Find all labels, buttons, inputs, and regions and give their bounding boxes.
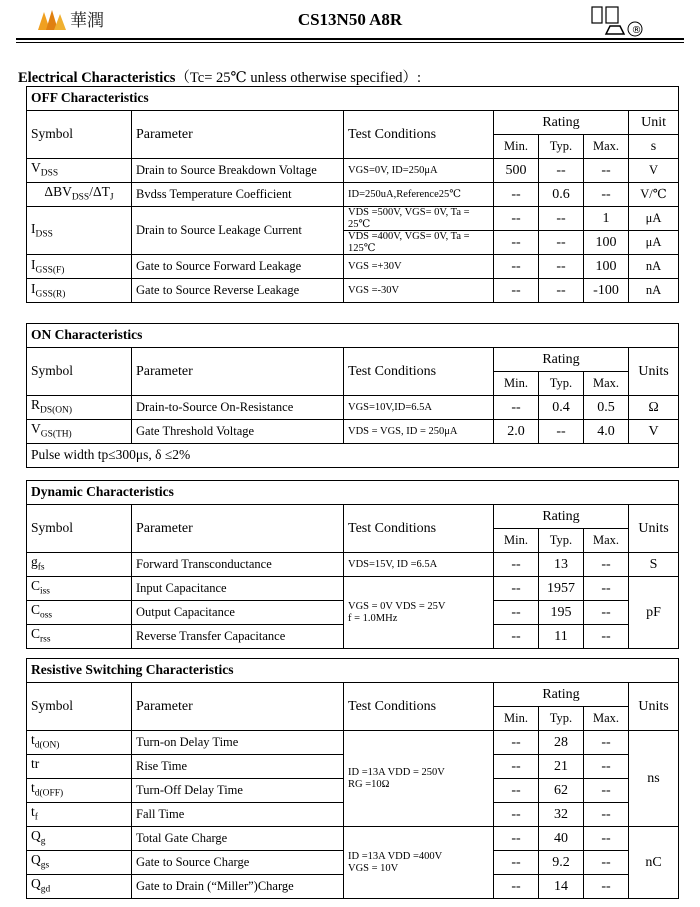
min-cell: -- xyxy=(494,231,539,255)
parameter-cell: Bvdss Temperature Coefficient xyxy=(132,183,344,207)
parameter-cell: Turn-Off Delay Time xyxy=(132,779,344,803)
switching-characteristics-table xyxy=(26,658,679,899)
table-row xyxy=(27,255,679,279)
registered-mark: ® xyxy=(631,25,642,36)
table-caption: Dynamic Characteristics xyxy=(27,481,679,505)
max-cell: -- xyxy=(584,755,629,779)
header-min: Min. xyxy=(494,135,539,159)
symbol-cell: $g_{fs}$ xyxy=(27,553,132,577)
test-condition-cell: VDS = VGS, ID = 250μA xyxy=(344,420,494,444)
header-symbol: Symbol xyxy=(27,348,132,396)
typ-cell: 62 xyxy=(539,779,584,803)
typ-cell: 21 xyxy=(539,755,584,779)
symbol-cell: $C_{iss}$ xyxy=(27,577,132,601)
symbol-cell: $\Delta BV_{DSS}/\Delta T_J$ xyxy=(27,183,132,207)
max-cell: 100 xyxy=(584,255,629,279)
typ-cell: 14 xyxy=(539,875,584,899)
symbol-cell: tr xyxy=(27,755,132,779)
off-characteristics-table xyxy=(26,86,679,303)
section-title: Electrical Characteristics（Tc= 25℃ unless otherwise specified）: xyxy=(18,70,422,86)
typ-cell: 0.4 xyxy=(539,396,584,420)
header-unit-suffix: s xyxy=(629,135,679,159)
symbol-cell: $V_{DSS}$ xyxy=(27,159,132,183)
charge-unit-cell: nC xyxy=(629,827,679,899)
parameter-cell: Drain to Source Breakdown Voltage xyxy=(132,159,344,183)
table-caption: Resistive Switching Characteristics xyxy=(27,659,679,683)
time-unit-cell: ns xyxy=(629,731,679,827)
header-min: Min. xyxy=(494,707,539,731)
typ-cell: -- xyxy=(539,279,584,303)
header-parameter: Parameter xyxy=(132,683,344,731)
test-condition-cell: VDS=15V, ID =6.5A xyxy=(344,553,494,577)
table-row xyxy=(27,183,679,207)
max-cell: -- xyxy=(584,577,629,601)
parameter-cell: Gate to Source Reverse Leakage xyxy=(132,279,344,303)
max-cell: 0.5 xyxy=(584,396,629,420)
symbol-cell: $C_{rss}$ xyxy=(27,625,132,649)
unit-cell: nA xyxy=(629,255,679,279)
table-caption: ON Characteristics xyxy=(27,324,679,348)
parameter-cell: Input Capacitance xyxy=(132,577,344,601)
typ-cell: 40 xyxy=(539,827,584,851)
min-cell: -- xyxy=(494,601,539,625)
table-row xyxy=(27,207,679,231)
symbol-cell: $t_{d(ON)}$ xyxy=(27,731,132,755)
test-condition-cell: VGS=0V, ID=250μA xyxy=(344,159,494,183)
test-condition-cell: VDS =500V, VGS= 0V, Ta = 25℃ xyxy=(344,207,494,231)
page-header xyxy=(0,0,700,42)
typ-cell: 1957 xyxy=(539,577,584,601)
symbol-cell: $C_{oss}$ xyxy=(27,601,132,625)
max-cell: 1 xyxy=(584,207,629,231)
min-cell: -- xyxy=(494,731,539,755)
parameter-cell: Fall Time xyxy=(132,803,344,827)
header-rating: Rating xyxy=(494,683,629,707)
unit-cell: V/℃ xyxy=(629,183,679,207)
header-max: Max. xyxy=(584,372,629,396)
min-cell: -- xyxy=(494,851,539,875)
unit-cell: V xyxy=(629,159,679,183)
header-min: Min. xyxy=(494,529,539,553)
header-symbol: Symbol xyxy=(27,111,132,159)
table-row xyxy=(27,731,679,755)
capacitance-unit-cell: pF xyxy=(629,577,679,649)
min-cell: 500 xyxy=(494,159,539,183)
min-cell: -- xyxy=(494,553,539,577)
max-cell: -- xyxy=(584,851,629,875)
min-cell: -- xyxy=(494,875,539,899)
table-row xyxy=(27,279,679,303)
typ-cell: -- xyxy=(539,420,584,444)
typ-cell: -- xyxy=(539,255,584,279)
header-units: Units xyxy=(629,505,679,553)
table-row xyxy=(27,553,679,577)
parameter-cell: Forward Transconductance xyxy=(132,553,344,577)
header-typ: Typ. xyxy=(539,135,584,159)
header-rule xyxy=(16,38,684,40)
typ-cell: -- xyxy=(539,159,584,183)
min-cell: -- xyxy=(494,779,539,803)
max-cell: -- xyxy=(584,625,629,649)
test-condition-cell: ID=250uA,Reference25℃ xyxy=(344,183,494,207)
typ-cell: 28 xyxy=(539,731,584,755)
typ-cell: -- xyxy=(539,231,584,255)
min-cell: -- xyxy=(494,255,539,279)
max-cell: -100 xyxy=(584,279,629,303)
max-cell: -- xyxy=(584,731,629,755)
header-test-conditions: Test Conditions xyxy=(344,505,494,553)
table-row xyxy=(27,159,679,183)
parameter-cell: Gate to Source Charge xyxy=(132,851,344,875)
test-condition-cell: VGS=10V,ID=6.5A xyxy=(344,396,494,420)
parameter-cell: Drain to Source Leakage Current xyxy=(132,207,344,255)
typ-cell: -- xyxy=(539,207,584,231)
dynamic-characteristics-table xyxy=(26,480,679,649)
max-cell: -- xyxy=(584,601,629,625)
header-min: Min. xyxy=(494,372,539,396)
header-parameter: Parameter xyxy=(132,348,344,396)
min-cell: -- xyxy=(494,396,539,420)
unit-cell: μA xyxy=(629,207,679,231)
min-cell: -- xyxy=(494,279,539,303)
header-units: Units xyxy=(629,683,679,731)
typ-cell: 9.2 xyxy=(539,851,584,875)
test-condition-cell: VDS =400V, VGS= 0V, Ta = 125℃ xyxy=(344,231,494,255)
max-cell: -- xyxy=(584,827,629,851)
min-cell: -- xyxy=(494,207,539,231)
header-units: Units xyxy=(629,348,679,396)
header-test-conditions: Test Conditions xyxy=(344,348,494,396)
max-cell: -- xyxy=(584,875,629,899)
header-symbol: Symbol xyxy=(27,683,132,731)
symbol-cell: $I_{GSS(F)}$ xyxy=(27,255,132,279)
test-condition-cell: VGS =-30V xyxy=(344,279,494,303)
min-cell: 2.0 xyxy=(494,420,539,444)
unit-cell: S xyxy=(629,553,679,577)
header-max: Max. xyxy=(584,135,629,159)
parameter-cell: Gate to Drain (“Miller”)Charge xyxy=(132,875,344,899)
on-characteristics-table xyxy=(26,323,679,468)
typ-cell: 32 xyxy=(539,803,584,827)
header-rating: Rating xyxy=(494,348,629,372)
min-cell: -- xyxy=(494,625,539,649)
min-cell: -- xyxy=(494,827,539,851)
symbol-cell: $t_{d(OFF)}$ xyxy=(27,779,132,803)
max-cell: -- xyxy=(584,779,629,803)
table-caption: OFF Characteristics xyxy=(27,87,679,111)
header-rating: Rating xyxy=(494,505,629,529)
section-condition: （Tc= 25℃ unless otherwise specified）: xyxy=(175,70,422,86)
gate-charge-test-condition-cell: ID =13A VDD =400V VGS = 10V xyxy=(344,827,494,899)
min-cell: -- xyxy=(494,755,539,779)
typ-cell: 195 xyxy=(539,601,584,625)
symbol-cell: $V_{GS(TH)}$ xyxy=(27,420,132,444)
unit-cell: μA xyxy=(629,231,679,255)
header-typ: Typ. xyxy=(539,529,584,553)
max-cell: 4.0 xyxy=(584,420,629,444)
parameter-cell: Total Gate Charge xyxy=(132,827,344,851)
symbol-cell: $I_{GSS(R)}$ xyxy=(27,279,132,303)
document-title: CS13N50 A8R xyxy=(297,10,403,29)
capacitance-test-condition-cell: VGS = 0V VDS = 25V f = 1.0MHz xyxy=(344,577,494,649)
header-rating: Rating xyxy=(494,111,629,135)
unit-cell: Ω xyxy=(629,396,679,420)
symbol-cell: $R_{DS(ON)}$ xyxy=(27,396,132,420)
unit-cell: V xyxy=(629,420,679,444)
header-max: Max. xyxy=(584,529,629,553)
typ-cell: 11 xyxy=(539,625,584,649)
symbol-cell: $Q_{gd}$ xyxy=(27,875,132,899)
max-cell: -- xyxy=(584,803,629,827)
logo-text: 華潤 xyxy=(70,11,104,31)
max-cell: -- xyxy=(584,183,629,207)
max-cell: -- xyxy=(584,553,629,577)
parameter-cell: Gate Threshold Voltage xyxy=(132,420,344,444)
symbol-cell: $Q_{gs}$ xyxy=(27,851,132,875)
unit-cell: nA xyxy=(629,279,679,303)
table-row xyxy=(27,396,679,420)
symbol-cell: $Q_g$ xyxy=(27,827,132,851)
certification-mark-icon xyxy=(590,4,646,38)
test-condition-cell: VGS =+30V xyxy=(344,255,494,279)
max-cell: -- xyxy=(584,159,629,183)
pulse-width-note: Pulse width tp≤300μs, δ ≤2% xyxy=(27,444,679,468)
table-row xyxy=(27,420,679,444)
header-rule-thin xyxy=(16,42,684,43)
header-typ: Typ. xyxy=(539,707,584,731)
symbol-cell: $I_{DSS}$ xyxy=(27,207,132,255)
table-row xyxy=(27,827,679,851)
header-parameter: Parameter xyxy=(132,505,344,553)
parameter-cell: Rise Time xyxy=(132,755,344,779)
table-row xyxy=(27,577,679,601)
parameter-cell: Drain-to-Source On-Resistance xyxy=(132,396,344,420)
header-parameter: Parameter xyxy=(132,111,344,159)
header-test-conditions: Test Conditions xyxy=(344,111,494,159)
header-test-conditions: Test Conditions xyxy=(344,683,494,731)
symbol-cell: $t_f$ xyxy=(27,803,132,827)
typ-cell: 0.6 xyxy=(539,183,584,207)
parameter-cell: Reverse Transfer Capacitance xyxy=(132,625,344,649)
parameter-cell: Gate to Source Forward Leakage xyxy=(132,255,344,279)
header-max: Max. xyxy=(584,707,629,731)
switching-time-test-condition-cell: ID =13A VDD = 250V RG =10Ω xyxy=(344,731,494,827)
parameter-cell: Turn-on Delay Time xyxy=(132,731,344,755)
min-cell: -- xyxy=(494,577,539,601)
min-cell: -- xyxy=(494,183,539,207)
header-typ: Typ. xyxy=(539,372,584,396)
max-cell: 100 xyxy=(584,231,629,255)
header-unit: Unit xyxy=(629,111,679,135)
typ-cell: 13 xyxy=(539,553,584,577)
min-cell: -- xyxy=(494,803,539,827)
header-symbol: Symbol xyxy=(27,505,132,553)
parameter-cell: Output Capacitance xyxy=(132,601,344,625)
